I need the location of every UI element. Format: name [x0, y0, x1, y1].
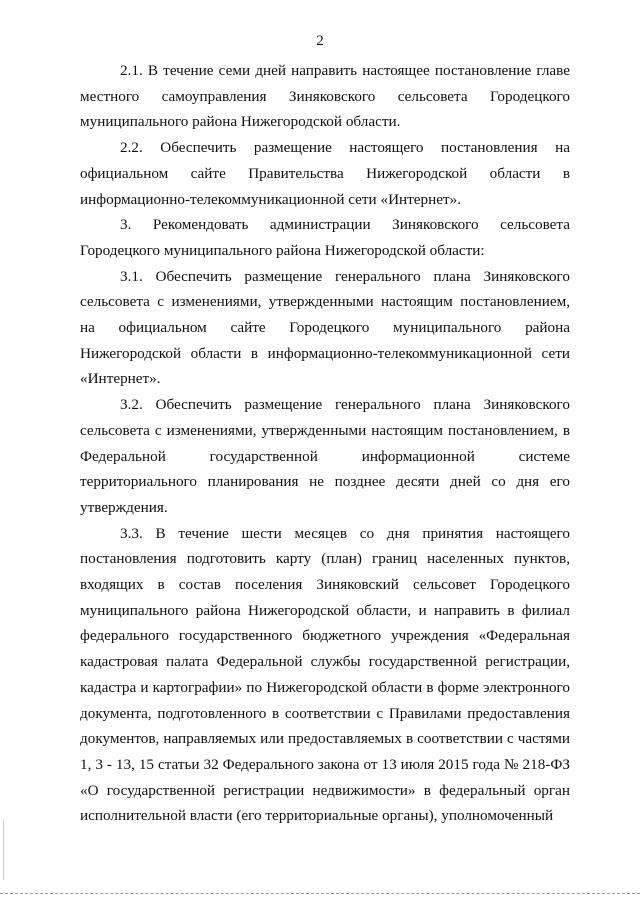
page-number: 2 — [316, 33, 324, 49]
scan-edge-mark — [3, 820, 4, 880]
paragraph-3-3: 3.3. В течение шести месяцев со дня принятия настоящего постановления подготовить карту (план) границ населенных пунктов, входящих в состав поселения Зиняковский сельсовет Городецкого муниципального района Нижегородской области, и направить в филиал федерального государственного бюджетного учреждения «Федеральная кадастровая палата Федеральной службы государственной регистрации, кадастра и картографии» по Нижегородской области в форме электронного документа, подготовленного в соответствии с Правилами предоставления документов, направляемых или предоставляемых в соответствии с частями 1, 3 - 13, 15 статьи 32 Федерального закона от 13 июля 2015 года № 218-ФЗ «О государственной регистрации недвижимости» в федеральный орган исполнительной власти (его территориальные органы), уполномоченный — [80, 524, 570, 825]
paragraph-2-2: 2.2. Обеспечить размещение настоящего постановления на официальном сайте Правительства Нижегородской области в информационно-телекоммуникационной сети «Интернет». — [80, 139, 570, 208]
paragraph-3-1: 3.1. Обеспечить размещение генерального плана Зиняковского сельсовета с изменениями, утвержденными настоящим постановлением, на официальном сайте Городецкого муниципального района Нижегородской области в информационно-телекоммуникационной сети «Интернет». — [80, 267, 570, 388]
scan-bottom-edge — [0, 893, 640, 894]
paragraph-3-2: 3.2. Обеспечить размещение генерального плана Зиняковского сельсовета с изменениями, утвержденными настоящим постановлением, в Федеральной государственной информационной системе территориального планирования не позднее десяти дней со дня его утверждения. — [80, 396, 570, 516]
paragraph-3: 3. Рекомендовать администрации Зиняковского сельсовета Городецкого муниципального района Нижегородской области: — [80, 216, 570, 259]
paragraph-2-1: 2.1. В течение семи дней направить настоящее постановление главе местного самоуправления Зиняковского сельсовета Городецкого муниципального района Нижегородской области. — [80, 62, 570, 131]
document-body — [80, 58, 570, 829]
